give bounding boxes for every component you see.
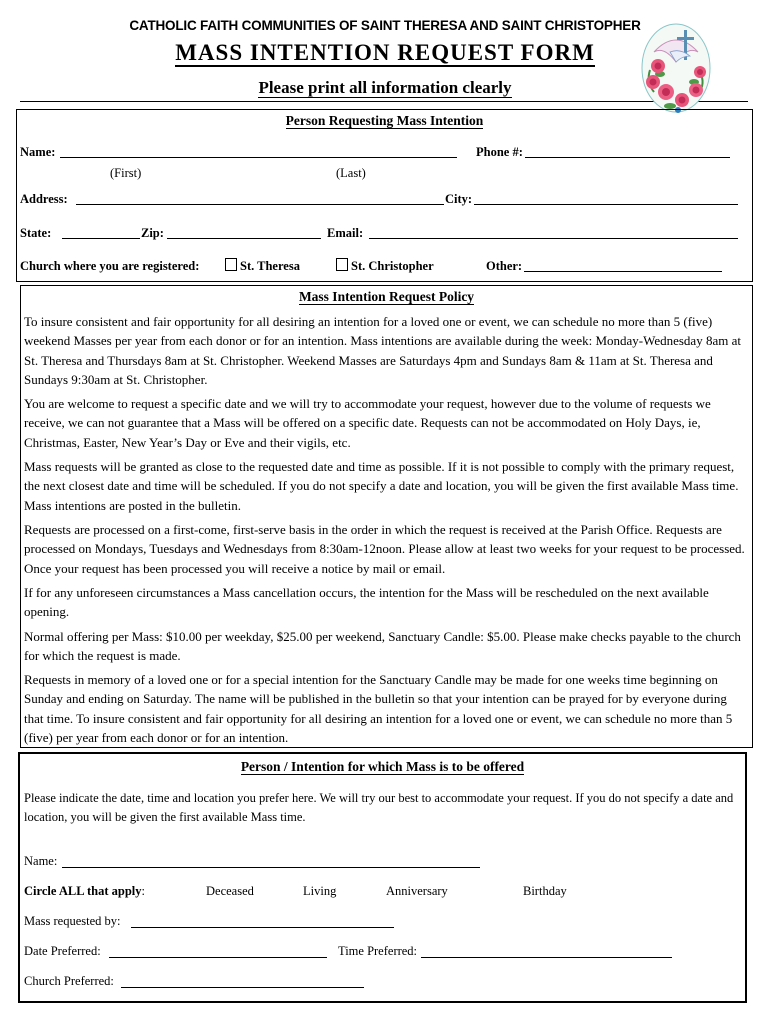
other-church-label: Other:: [486, 259, 523, 273]
time-preferred-label: Time Preferred:: [338, 944, 418, 958]
policy-paragraph: Requests are processed on a first-come, first-serve basis in the order in which the request is received at the Parish Office. Requests are processed on Mondays, Tuesdays and Wednesdays from 8:30am-12noon. Please allow at least two weeks for your request to be processed. Once your request has been processed you will receive a notice by mail or email.: [24, 522, 745, 576]
name-label: Name:: [20, 145, 56, 159]
policy-paragraph: You are welcome to request a specific date and we will try to accommodate your request, however due to the volume of requests we receive, we can not guarantee that a Mass will be offered on a specific date. Requests can not be accommodated on Holy Days, ie, Christmas, Easter, New Year’s Day or Eve and their vigils, etc.: [24, 396, 711, 450]
policy-heading-text: Mass Intention Request Policy: [298, 289, 475, 304]
policy-heading: [20, 289, 753, 305]
church-preferred-input[interactable]: [121, 987, 364, 988]
requested-by-label: Mass requested by:: [24, 914, 121, 928]
st-christopher-checkbox[interactable]: [336, 258, 348, 271]
st-christopher-label: St. Christopher: [351, 259, 434, 273]
church-preferred-label: Church Preferred:: [24, 974, 114, 988]
st-theresa-checkbox[interactable]: [225, 258, 237, 271]
state-input[interactable]: [62, 238, 140, 239]
form-title-text: MASS INTENTION REQUEST FORM: [175, 40, 595, 65]
policy-paragraph: Normal offering per Mass: $10.00 per weekday, $25.00 per weekend, Sanctuary Candle: $5.00. Please make checks payable to the church for which the request is made.: [24, 629, 741, 664]
option-anniversary[interactable]: Anniversary: [386, 884, 448, 898]
phone-input[interactable]: [525, 157, 730, 158]
name-input[interactable]: [60, 157, 457, 158]
zip-label: Zip:: [141, 226, 164, 240]
church-option-christopher[interactable]: [336, 258, 434, 274]
option-deceased[interactable]: Deceased: [206, 884, 254, 898]
organization-name: CATHOLIC FAITH COMMUNITIES OF SAINT THERESA AND SAINT CHRISTOPHER: [129, 18, 641, 33]
policy-paragraph: If for any unforeseen circumstances a Mass cancellation occurs, the intention for the Mass will be rescheduled on the next available opening.: [24, 585, 709, 620]
city-label: City:: [445, 192, 473, 206]
requester-heading-text: Person Requesting Mass Intention: [285, 113, 484, 128]
phone-label: Phone #:: [476, 145, 523, 159]
form-subtitle-text: Please print all information clearly: [258, 78, 512, 97]
policy-paragraph: Mass requests will be granted as close to the requested date and time as possible. If it is not possible to comply with the primary request, the next closest date and time will be scheduled. If you do not specify a date and location, you will be given the first available Mass time. Mass intentions are posted in the bulletin.: [24, 459, 739, 513]
policy-paragraph: Requests in memory of a loved one or for a special intention for the Sanctuary Candle may be made for one weeks time beginning on Sunday and ending on Saturday. The name will be published in the bulletin so that your intention can be prayed for by everyone during that time. To insure consistent and fair opportunity for all desiring an intention for a loved one or event, we can schedule no more than 5 (five) per year from each donor or for an intention.: [24, 672, 733, 746]
intention-heading-text: Person / Intention for which Mass is to be offered: [240, 759, 525, 774]
church-registered-label: Church where you are registered:: [20, 259, 200, 273]
other-church-input[interactable]: [524, 271, 722, 272]
address-input[interactable]: [76, 204, 444, 205]
email-input[interactable]: [369, 238, 738, 239]
city-input[interactable]: [474, 204, 738, 205]
requester-heading: [16, 113, 753, 129]
intention-name-label: Name:: [24, 854, 58, 868]
option-birthday[interactable]: Birthday: [523, 884, 567, 898]
intention-name-input[interactable]: [62, 867, 480, 868]
last-name-caption: (Last): [336, 166, 366, 180]
address-label: Address:: [20, 192, 68, 206]
rose-cross-icon: [640, 22, 712, 114]
date-preferred-label: Date Preferred:: [24, 944, 101, 958]
intention-instructions: Please indicate the date, time and location you prefer here. We will try our best to accommodate your request. If you do not specify a date and location, you will be given the first available Mass time.: [24, 791, 734, 825]
circle-all-colon: :: [141, 884, 145, 898]
date-preferred-input[interactable]: [109, 957, 327, 958]
option-living[interactable]: Living: [303, 884, 337, 898]
st-theresa-label: St. Theresa: [240, 259, 300, 273]
state-label: State:: [20, 226, 52, 240]
requested-by-input[interactable]: [131, 927, 394, 928]
header-rule: [20, 101, 748, 102]
circle-all-text: Circle ALL that apply: [24, 884, 142, 898]
church-option-theresa[interactable]: [225, 258, 300, 274]
circle-all-label: [24, 884, 145, 899]
first-name-caption: (First): [110, 166, 142, 180]
time-preferred-input[interactable]: [421, 957, 672, 958]
zip-input[interactable]: [167, 238, 321, 239]
email-label: Email:: [327, 226, 364, 240]
requester-section: [16, 109, 753, 282]
policy-paragraph: To insure consistent and fair opportunity for all desiring an intention for a loved one or event, we can schedule no more than 5 (five) weekend Masses per year from each donor or for an intention. Mass intentions are available during the week: Monday-Wednesday 8am at St. Theresa and Thursdays 8am at St. Christopher. Weekend Masses are Saturdays 4pm and Sundays 8am & 11am at St. Theresa and Sundays 9:30am at St. Christopher.: [24, 314, 741, 388]
intention-heading: [18, 759, 747, 775]
